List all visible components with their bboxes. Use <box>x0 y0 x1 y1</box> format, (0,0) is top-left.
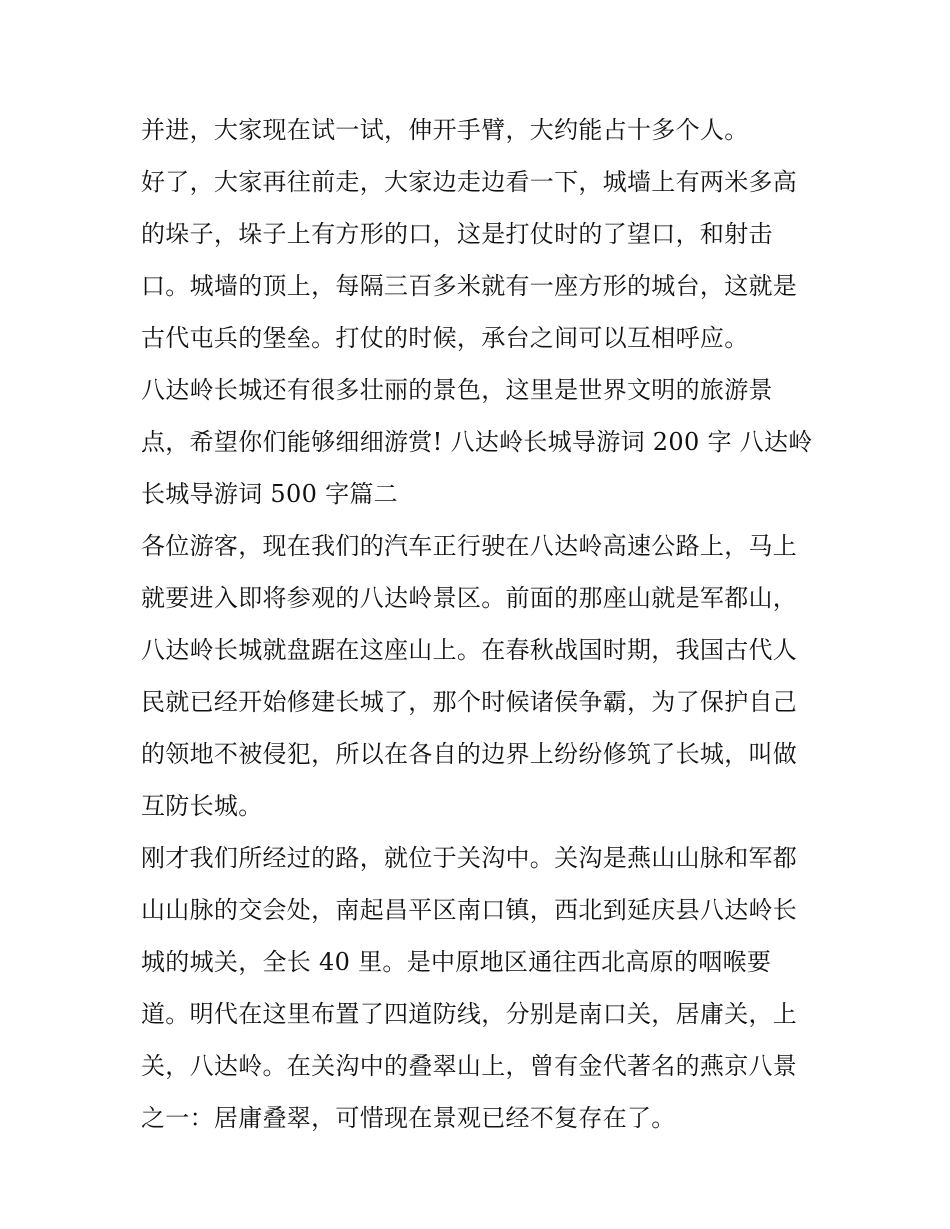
text-line: 八达岭长城还有很多壮丽的景色，这里是世界文明的旅游景 <box>141 376 773 404</box>
text-line: 关，八达岭。在关沟中的叠翠山上，曾有金代著名的燕京八景 <box>141 1052 798 1080</box>
text-line: 并进，大家现在试一试，伸开手臂，大约能占十多个人。 <box>141 116 749 144</box>
text-line: 民就已经开始修建长城了，那个时候诸侯争霸，为了保护自己 <box>141 688 798 716</box>
text-line: 各位游客，现在我们的汽车正行驶在八达岭高速公路上，马上 <box>141 532 798 560</box>
text-line: 口。城墙的顶上，每隔三百多米就有一座方形的城台，这就是 <box>141 272 798 300</box>
text-line: 就要进入即将参观的八达岭景区。前面的那座山就是军都山， <box>141 584 798 612</box>
text-line: 互防长城。 <box>141 792 263 820</box>
text-line: 长城导游词 500 字篇二 <box>141 480 398 508</box>
body-text <box>141 104 821 1144</box>
text-line: 山山脉的交会处，南起昌平区南口镇，西北到延庆县八达岭长 <box>141 896 798 924</box>
text-line: 八达岭长城就盘踞在这座山上。在春秋战国时期，我国古代人 <box>141 636 798 664</box>
text-line: 的垛子，垛子上有方形的口，这是打仗时的了望口，和射击 <box>141 220 773 248</box>
text-line: 之一：居庸叠翠，可惜现在景观已经不复存在了。 <box>141 1104 676 1132</box>
text-line: 好了，大家再往前走，大家边走边看一下，城墙上有两米多高 <box>141 168 798 196</box>
text-line: 城的城关，全长 40 里。是中原地区通往西北高原的咽喉要 <box>141 948 772 976</box>
text-line: 刚才我们所经过的路，就位于关沟中。关沟是燕山山脉和军都 <box>141 844 798 872</box>
text-line: 古代屯兵的堡垒。打仗的时候，承台之间可以互相呼应。 <box>141 324 749 352</box>
text-line: 的领地不被侵犯，所以在各自的边界上纷纷修筑了长城，叫做 <box>141 740 798 768</box>
text-line: 点，希望你们能够细细游赏! 八达岭长城导游词 200 字 八达岭 <box>141 428 813 456</box>
text-line: 道。明代在这里布置了四道防线，分别是南口关，居庸关，上 <box>141 1000 798 1028</box>
